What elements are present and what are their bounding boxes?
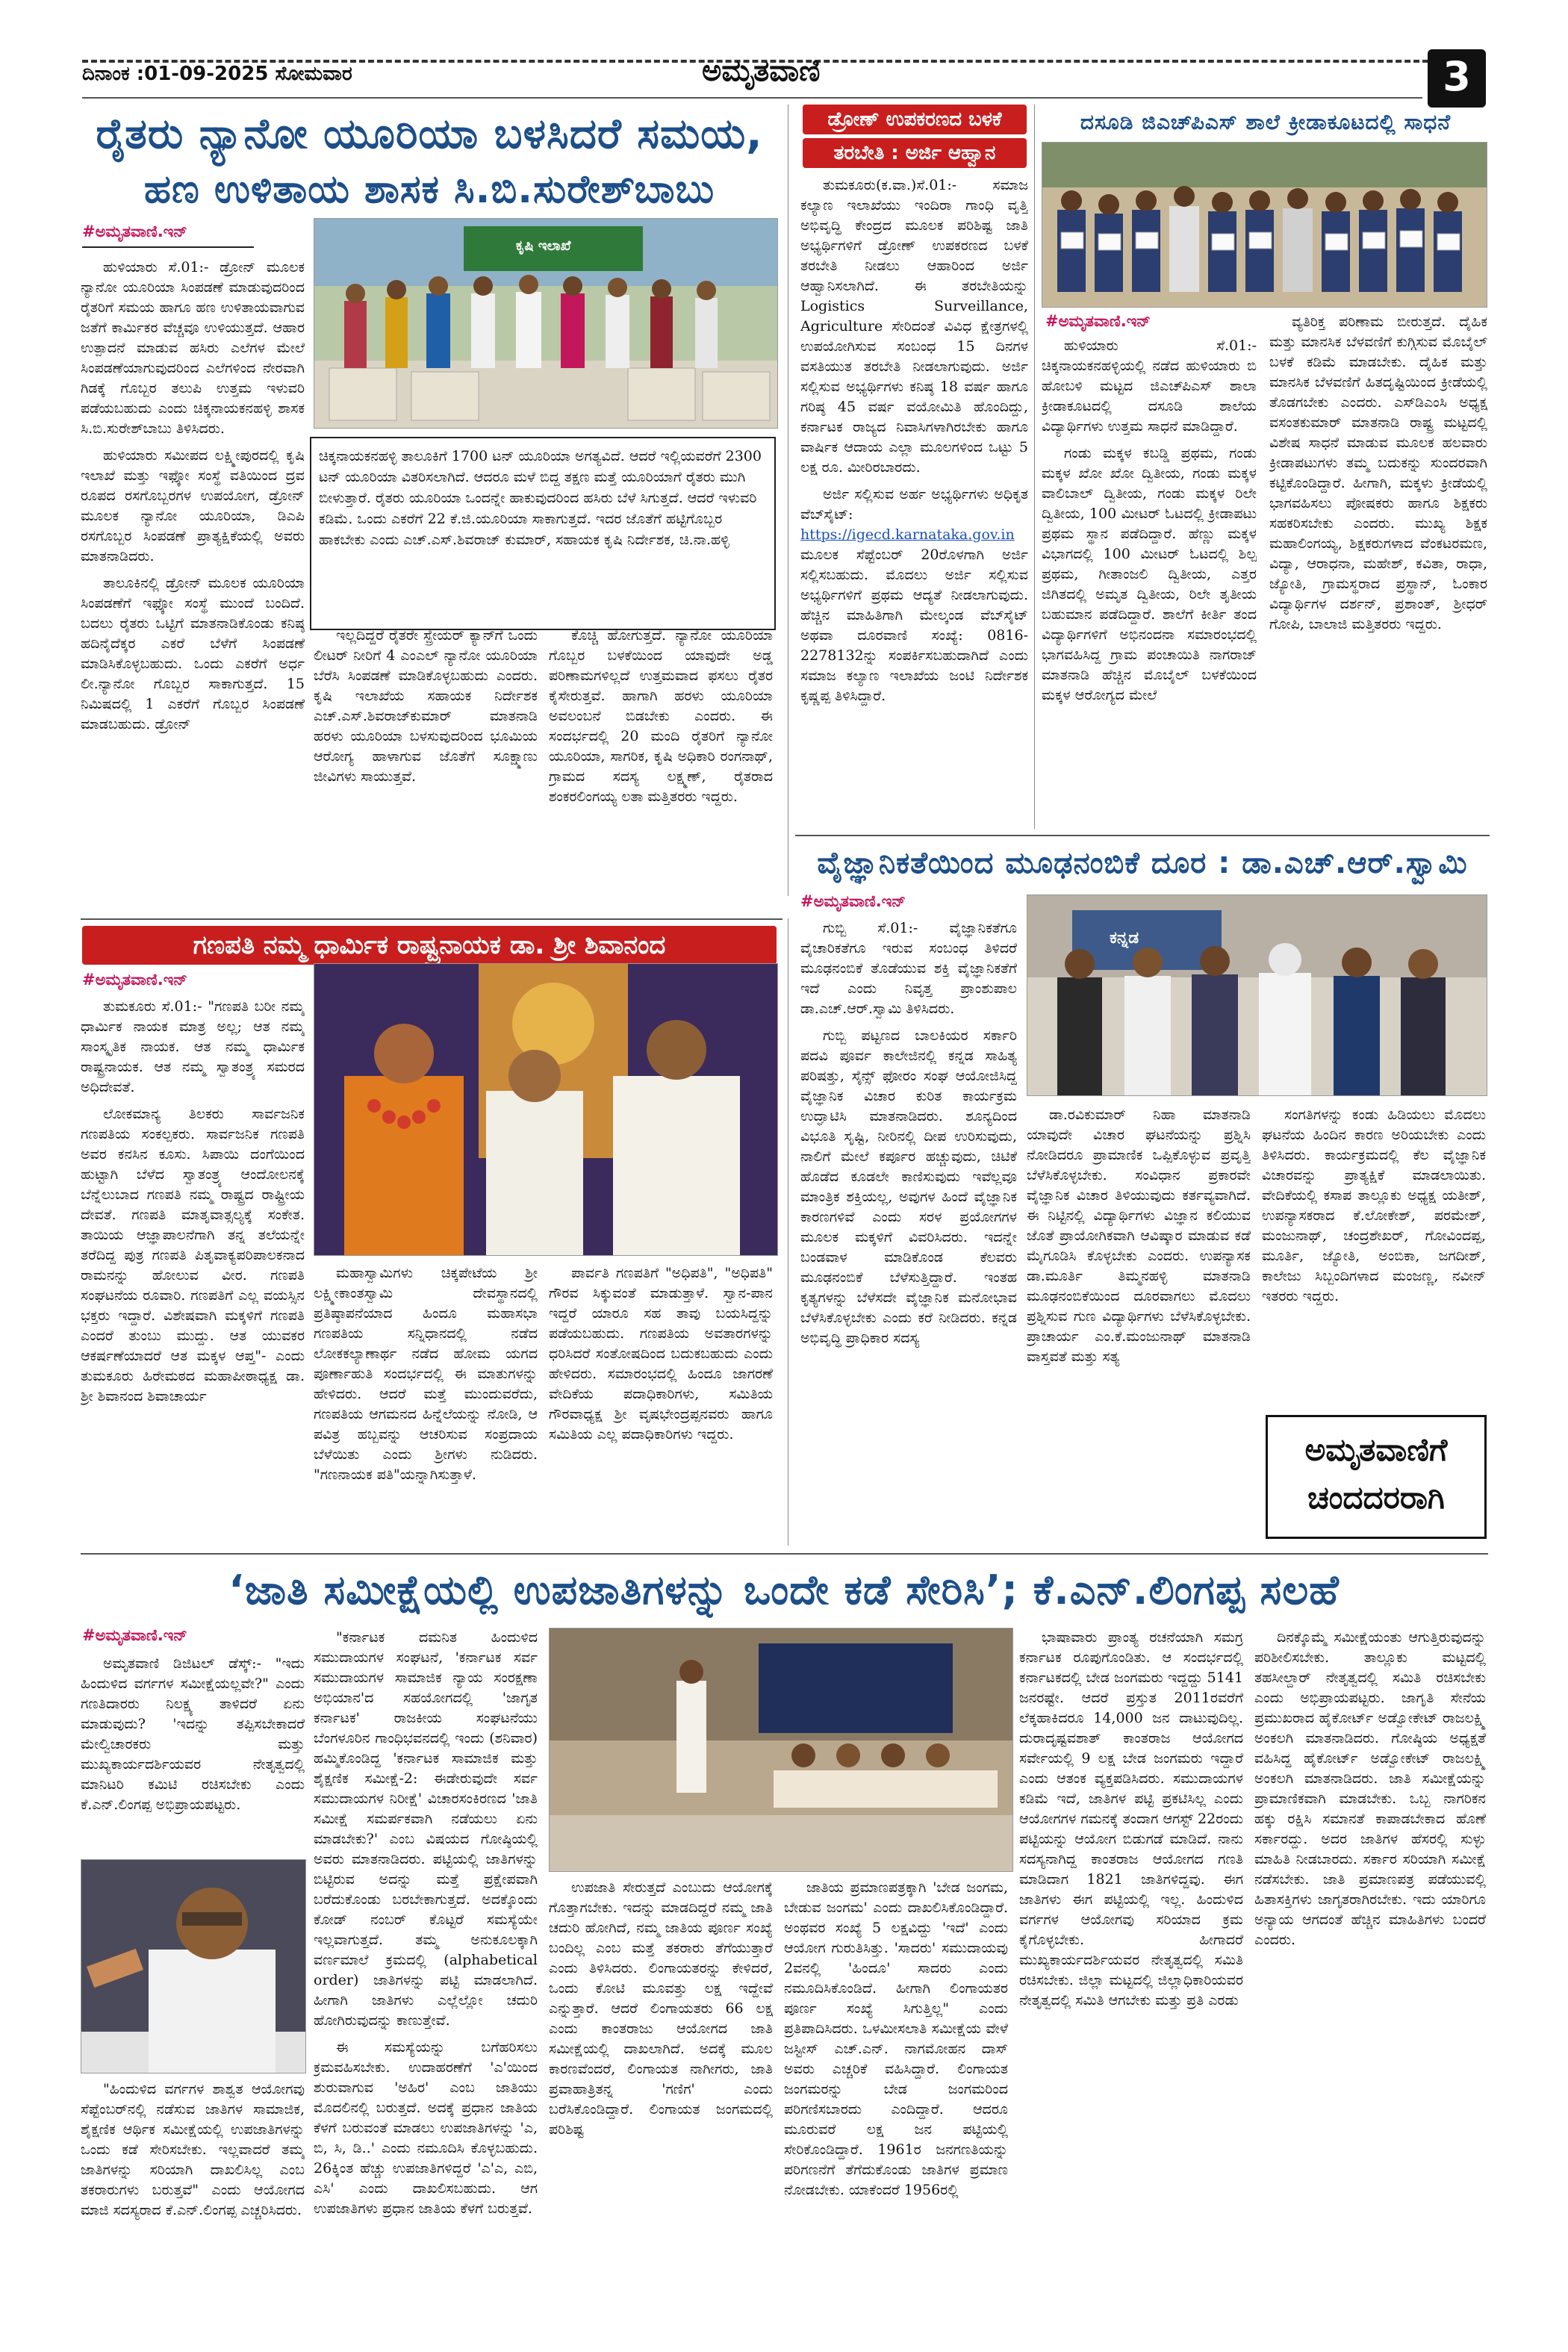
story2-link[interactable]: https://igecd.karnataka.gov.in <box>800 526 1015 543</box>
story1-col2 <box>314 626 538 917</box>
story6-para1: ಅಮೃತವಾಣಿ ಡಿಜಿಟಲ್ ಡೆಸ್ಕ್:- "ಇದು ಹಿಂದುಳಿದ ವರ್ಗಗಳ ಸಮೀಕ್ಷೆಯಲ್ಲವೇ?" ಎಂದು ಗಣತಿದಾರರು ನಿಲಕ್ಷ್ಯ ತಾಳಿದರೆ ಏನು ಮಾಡುವುದು? 'ಇದನ್ನು ತಪ್ಪಿಸಬೇಕಾದರೆ ಮೇಲ್ವಿಚಾರಕರು ಮತ್ತು ಮುಖ್ಯಕಾರ್ಯದರ್ಶಿಯವರ ನೇತೃತ್ವದಲ್ಲಿ ಮಾನಿಟರಿ ಕಮಿಟಿ ರಚಿಸಬೇಕು ಎಂದು ಕೆ.ಎನ್.ಲಿಂಗಪ್ಪ ಅಭಿಪ್ರಾಯಪಟ್ಟರು. <box>81 1655 305 1813</box>
story6-para6: ಜಾತಿಯ ಪ್ರಮಾಣಪತ್ರಕ್ಕಾಗಿ 'ಬೇಡ ಜಂಗಮ, ಬೇಡುವ ಜಂಗಮ' ಎಂದು ದಾಖಲಿಸಿಕೊಂಡಿದ್ದಾರೆ. ಅಂಥವರ ಸಂಖ್ಯೆ 5 ಲಕ್ಷವಿದ್ದು 'ಇದೆ' ಎಂದು ಆಯೋಗ ಗುರುತಿಸಿತ್ತು. 'ಸಾದರು' ಸಮುದಾಯವು 2ವನಲ್ಲಿ 'ಹಿಂದೂ' ಸಾದರು ಎಂದು ನಮೂದಿಸಿಕೊಂಡಿದೆ. ಹೀಗಾಗಿ ಲಿಂಗಾಯತರ ಪೂರ್ಣ ಸಂಖ್ಯೆ ಸಿಗುತ್ತಿಲ್ಲ" ಎಂದು ಪ್ರತಿಪಾದಿಸಿದರು. ಒಳಮೀಸಲಾತಿ ಸಮೀಕ್ಷೆಯ ವೇಳೆ ಜಸ್ಟೀಸ್ ಎಚ್.ಎನ್. ನಾಗಮೋಹನ ದಾಸ್ ಅವರು ಎಚ್ಚರಿಕೆ ವಹಿಸಿದ್ದಾರೆ. ಲಿಂಗಾಯತ ಜಂಗಮರನ್ನು ಬೇಡ ಜಂಗಮರಿಂದ ಪರಿಗಣಿಸಬಾರದು ಎಂದಿದ್ದಾರೆ. ಆದರೂ ಮೂರುವರೆ ಲಕ್ಷ ಜನ ಪಟ್ಟಿಯಲ್ಲಿ ಸೇರಿಕೊಂಡಿದ್ದಾರೆ. 1961ರ ಜನಗಣತಿಯನ್ನು ಪರಿಗಣನೆಗೆ ತೆಗೆದುಕೊಂಡು ಜಾತಿಗಳ ಪ್ರಮಾಣ ನೋಡಬೇಕು. ಯಾಕೆಂದರೆ 1956ರಲ್ಲಿ <box>784 1879 1008 2198</box>
story2-para2a: ಅರ್ಜಿ ಸಲ್ಲಿಸುವ ಅರ್ಹ ಅಭ್ಯರ್ಥಿಗಳು ಅಧಿಕೃತ ವೆಬ್‍ಸೈಟ್: <box>800 486 1028 523</box>
story6-para2: "ಹಿಂದುಳಿದ ವರ್ಗಗಳ ಶಾಶ್ವತ ಆಯೋಗವು ಸೆಪ್ಟೆಂಬರ್‌ನಲ್ಲಿ ನಡೆಸುವ ಜಾತಿಗಳ ಸಾಮಾಜಿಕ, ಶೈಕ್ಷಣಿಕ ಆರ್ಥಿಕ ಸಮೀಕ್ಷೆಯಲ್ಲಿ ಉಪಜಾತಿಗಳನ್ನು ಒಂದು ಕಡೆ ಸೇರಿಸಬೇಕು. ಇಲ್ಲವಾದರೆ ತಮ್ಮ ಜಾತಿಗಳನ್ನು ಸರಿಯಾಗಿ ದಾಖಲಿಸಿಲ್ಲ ಎಂಬ ತಕರಾರುಗಳು ಬರುತ್ತವೆ" ಎಂದು ಆಯೋಗದ ಮಾಜಿ ಸದಸ್ಯರಾದ ಕೆ.ಎನ್.ಲಿಂಗಪ್ಪ ಎಚ್ಚರಿಸಿದರು. <box>81 2081 305 2218</box>
story6-headline: ‘ಜಾತಿ ಸಮೀಕ್ಷೆಯಲ್ಲಿ ಉಪಜಾತಿಗಳನ್ನು ಒಂದೇ ಕಡೆ ಸೇರಿಸಿ’; ಕೆ.ಎನ್.ಲಿಂಗಪ್ಪ ಸಲಹೆ <box>228 1567 1340 1614</box>
story6-col3 <box>549 1878 773 2326</box>
story4-col2 <box>314 1263 538 1540</box>
story5-photo-banner: ಕನ್ನಡ <box>1110 929 1139 948</box>
story3-para3: ವ್ಯತಿರಿಕ್ತ ಪರಿಣಾಮ ಬೀರುತ್ತದೆ. ದೈಹಿಕ ಮತ್ತು ಮಾನಸಿಕ ಬೆಳವಣಿಗೆ ಕುಗ್ಗಿಸುವ ಮೊಬೈಲ್ ಬಳಕೆ ಕಡಿಮೆ ಮಾಡಬೇಕು. ದೈಹಿಕ ಮತ್ತು ಮಾನಸಿಕ ಬೆಳವಣಿಗೆ ಹಿತದೃಷ್ಟಿಯಿಂದ ಕ್ರೀಡೆಯಲ್ಲಿ ತೊಡಗಬೇಕು ಎಂದರು. ಎಸ್‍ಡಿಎಂಸಿ ಅಧ್ಯಕ್ಷ ವಸಂತಕುಮಾರ್ ಮಾತನಾಡಿ ರಾಷ್ಟ್ರ ಮಟ್ಟದಲ್ಲಿ ವಿಶೇಷ ಸಾಧನೆ ಮಾಡುವ ಮೂಲಕ ಹಲವಾರು ಕ್ರೀಡಾಪಟುಗಳು ತಮ್ಮ ಬದುಕನ್ನು ಸುಂದರವಾಗಿ ಕಟ್ಟಿಕೊಂಡಿದ್ದಾರೆ. ಹೀಗಾಗಿ, ಮಕ್ಕಳು ಕ್ರೀಡೆಯಲ್ಲಿ ಭಾಗವಹಿಸಲು ಪೋಷಕರು ಹಾಗೂ ಶಿಕ್ಷಕರು ಸಹಕರಿಸಬೇಕು ಎಂದರು. ಮುಖ್ಯ ಶಿಕ್ಷಕ ಮಹಾಲಿಂಗಯ್ಯ, ಶಿಕ್ಷಕರುಗಳಾದ ವೆಂಕಟರಮಣ, ವಿದ್ಯಾ, ಆರಾಧನಾ, ಮಹೇಶ್, ಕವಿತಾ, ರಾಧಾ, ಜ್ಯೋತಿ, ಗ್ರಾಮಸ್ಥರಾದ ಪ್ರಸ್ಥಾನ್, ಓಂಕಾರ ವಿದ್ಯಾರ್ಥಿಗಳ ದರ್ಶನ್, ಪ್ರಶಾಂತ್, ಶ್ರೀಧರ್ ಗೋಪಿ, ಬಾಲಾಜಿ ಮತ್ತಿತರರು ಇದ್ದರು. <box>1269 314 1487 632</box>
story1-tag-rule <box>82 246 254 248</box>
story5-para3: ಡಾ.ರವಿಕುಮಾರ್ ನಿಹಾ ಮಾತನಾಡಿ ಯಾವುದೇ ವಿಚಾರ ಘಟನೆಯನ್ನು ಪ್ರಶ್ನಿಸಿ ನೋಡಿದರೂ ಪ್ರಾಮಾಣಿಕ ಒಪ್ಪಿಕೊಳ್ಳುವ ಪ್ರವೃತ್ತಿ ಬೆಳೆಸಿಕೊಳ್ಳಬೇಕು. ಸಂವಿಧಾನ ಪ್ರಕಾರವೇ ವೈಜ್ಞಾನಿಕ ವಿಚಾರ ತಿಳಿಯುವುದು ಕರ್ತವ್ಯವಾಗಿದೆ. ಈ ನಿಟ್ಟಿನಲ್ಲಿ ವಿದ್ಯಾರ್ಥಿಗಳು ವಿಜ್ಞಾನ ಕಲಿಯುವ ಜೊತೆ ಪ್ರಾಯೋಗಿಕವಾಗಿ ಆವಿಷ್ಕಾರ ಮಾಡುವ ಕಡೆ ಮೈಗೂಡಿಸಿ ಕೊಳ್ಳಬೇಕು ಎಂದರು. ಉಪನ್ಯಾಸಕ ಡಾ.ಮೂರ್ತಿ ತಿಮ್ಮನಹಳ್ಳಿ ಮಾತನಾಡಿ ಮೂಢನಂಬಿಕೆಯಿಂದ ದೂರವಾಗಲು ಮೊದಲು ಪ್ರಶ್ನಿಸುವ ಗುಣ ವಿದ್ಯಾರ್ಥಿಗಳು ಬೆಳೆಸಿಕೊಳ್ಳಬೇಕು. ಪ್ರಾಚಾರ್ಯ ಎಂ.ಕೆ.ಮಂಜುನಾಥ್ ಮಾತನಾಡಿ ವಾಸ್ತವತೆ ಮತ್ತು ಸತ್ಯ <box>1027 1107 1251 1365</box>
story1-col3 <box>549 626 773 917</box>
story1-boxed-quote: ಚಿಕ್ಕನಾಯಕನಹಳ್ಳಿ ತಾಲೂಕಿಗೆ 1700 ಟನ್ ಯೂರಿಯಾ ಅಗತ್ಯವಿದೆ. ಆದರೆ ಇಲ್ಲಿಯವರೆಗೆ 2300 ಟನ್ ಯೂರಿಯಾ ವಿತರಿಸಲಾಗಿದೆ. ಆದರೂ ಮಳೆ ಬಿದ್ದ ತಕ್ಷಣ ಮತ್ತೆ ಯೂರಿಯಾಗೆ ರೈತರು ಮುಗಿ ಬೀಳುತ್ತಾರೆ. ರೈತರು ಯೂರಿಯಾ ಒಂದನ್ನೇ ಹಾಕುವುದರಿಂದ ಹಸಿರು ಬೆಳೆ ಸಿಗುತ್ತದೆ. ಆದರೆ ಇಳುವರಿ ಕಡಿಮೆ. ಒಂದು ಎಕರೆಗೆ 22 ಕೆ.ಜಿ.ಯೂರಿಯಾ ಸಾಕಾಗುತ್ತದೆ. ಇದರ ಜೊತೆಗೆ ಹಟ್ಟಿಗೊಬ್ಬರ ಹಾಕಬೇಕು ಎಂದು ಎಚ್.ಎಸ್.ಶಿವರಾಜ್ ಕುಮಾರ್, ಸಹಾಯಕ ಕೃಷಿ ನಿರ್ದೇಶಕ, ಚಿ.ನಾ.ಹಳ್ಳಿ <box>310 437 776 630</box>
story3-photo <box>1042 142 1487 308</box>
story4-photo <box>314 963 778 1256</box>
story4-para2: ಲೋಕಮಾನ್ಯ ತಿಲಕರು ಸಾರ್ವಜನಿಕ ಗಣಪತಿಯ ಸಂಕಲ್ಪಕರು. ಸಾರ್ವಜನಿಕ ಗಣಪತಿ ಅವರ ಕನಸಿನ ಕೂಸು. ಸಿಪಾಯಿ ದಂಗೆಯಿಂದ ಹುಟ್ಟಾಗಿ ಬೆಳೆದ ಸ್ವಾತಂತ್ರ್ಯ ಆಂದೋಲನಕ್ಕೆ ಬೆನ್ನೆಲುಬಾದ ಗಣಪತಿ ನಮ್ಮ ರಾಷ್ಟ್ರದ ರಾಷ್ಟ್ರೀಯ ದೇವತೆ. ಗಣಪತಿ ಮಾತೃವಾತ್ಸಲ್ಯಕ್ಕೆ ಸಂಕೇತ. ತಾಯಿಯ ಆಜ್ಞಾಪಾಲನೆಗಾಗಿ ತನ್ನ ತಲೆಯನ್ನೇ ತರೆದಿದ್ದ ಪುತ್ರ ಗಣಪತಿ ಪಿತೃವಾಕ್ಯಪರಿಪಾಲಕನಾದ ರಾಮನನ್ನು ಹೋಲುವ ವೀರ. ಗಣಪತಿ ಸಂಘಟನೆಯ ರೂವಾರಿ. ಗಣಪತಿಗೆ ಎಲ್ಲ ವಯಸ್ಸಿನ ಭಕ್ತರು ಇದ್ದಾರೆ. ವಿಶೇಷವಾಗಿ ಮಕ್ಕಳಿಗೆ ಗಣಪತಿ ಎಂದರೆ ತುಂಬು ಮುದ್ದು. ಆತ ಯುವಕರ ಆಕರ್ಷಣೆಯಾದರೆ ಆತ ಮಕ್ಕಳ ಆಪ್ತ"- ಎಂದು ತುಮಕೂರು ಹಿರೇಮಠದ ಮಹಾಪೀಠಾಧ್ಯಕ್ಷ ಡಾ. ಶ್ರೀ ಶಿವಾನಂದ ಶಿವಾಚಾರ್ಯ <box>81 1106 305 1404</box>
story5-top-rule <box>795 835 1490 836</box>
story2-para2b: ಮೂಲಕ ಸೆಪ್ಟೆಂಬರ್ 20ರೊಳಗಾಗಿ ಅರ್ಜಿ ಸಲ್ಲಿಸಬಹುದು. ಮೊದಲು ಅರ್ಜಿ ಸಲ್ಲಿಸುವ ಅಭ್ಯರ್ಥಿಗಳಿಗೆ ಪ್ರಥಮ ಆದ್ಯತೆ ನೀಡಲಾಗುವುದು. ಹೆಚ್ಚಿನ ಮಾಹಿತಿಗಾಗಿ ಮೇಲ್ಕಂಡ ವೆಬ್‍ಸೈಟ್ ಅಥವಾ ದೂರವಾಣಿ ಸಂಖ್ಯೆ: 0816-2278132ನ್ನು ಸಂಪರ್ಕಿಸಬಹುದಾಗಿದೆ ಎಂದು ಸಮಾಜ ಕಲ್ಯಾಣ ಇಲಾಖೆಯ ಜಂಟಿ ನಿರ್ದೇಶಕ ಕೃಷ್ಣಪ್ಪ ತಿಳಿಸಿದ್ದಾರೆ. <box>800 547 1028 704</box>
story6-event-photo <box>549 1628 1013 1872</box>
story6-col4 <box>784 1878 1008 2326</box>
issue-date: ದಿನಾಂಕ :01-09-2025 ಸೋಮವಾರ <box>82 63 352 85</box>
subscribe-promo-box[interactable] <box>1266 1415 1487 1539</box>
story4-para3: ಮಹಾಸ್ವಾಮಿಗಳು ಚಿಕ್ಕಪೇಟೆಯ ಶ್ರೀ ಲಕ್ಷ್ಮೀಕಾಂತಸ್ವಾಮಿ ದೇವಸ್ಥಾನದಲ್ಲಿ ಪ್ರತಿಷ್ಠಾಪನೆಯಾದ ಹಿಂದೂ ಮಹಾಸಭಾ ಗಣಪತಿಯ ಸನ್ನಿಧಾನದಲ್ಲಿ ನಡೆದ ಲೋಕಕಲ್ಯಾಣಾರ್ಥ ನಡೆದ ಹೋಮ ಯಗದ ಪೂರ್ಣಾಹುತಿ ಸಂದರ್ಭದಲ್ಲಿ ಈ ಮಾತುಗಳನ್ನು ಹೇಳಿದರು. ಆದರೆ ಮತ್ತೆ ಮುಂದುವರೆದು, ಗಣಪತಿಯ ಆಗಮನದ ಹಿನ್ನೆಲೆಯನ್ನು ನೋಡಿ, ಆ ಪವಿತ್ರ ಹಬ್ಬವನ್ನು ಆಚರಿಸುವ ಸಂಪ್ರದಾಯ ಬೆಳೆಯಿತು ಎಂದು ಶ್ರೀಗಳು ನುಡಿದರು. "ಗಣನಾಯಕ ಪತಿ"ಯನ್ನಾಗಿಸುತ್ತಾಳೆ. <box>314 1265 538 1483</box>
story2-headline-line2: ತರಬೇತಿ : ಅರ್ಜಿ ಆಹ್ವಾನ <box>803 138 1027 168</box>
story1-col1 <box>81 258 305 911</box>
story6-col2 <box>314 1628 538 2326</box>
story3-col2 <box>1269 312 1487 820</box>
story6-top-rule <box>81 1553 1488 1555</box>
story3-headline: ದಸೂಡಿ ಜಿಎಚ್‍ಪಿಎಸ್ ಶಾಲೆ ಕ್ರೀಡಾಕೂಟದಲ್ಲಿ ಸಾಧನೆ <box>1080 110 1452 134</box>
story4-para1: ತುಮಕೂರು ಸೆ.01:- "ಗಣಪತಿ ಬರೀ ನಮ್ಮ ಧಾರ್ಮಿಕ ನಾಯಕ ಮಾತ್ರ ಅಲ್ಲ; ಆತ ನಮ್ಮ ಸಾಂಸ್ಕೃತಿಕ ನಾಯಕ. ಆತ ನಮ್ಮ ಧಾರ್ಮಿಕ ರಾಷ್ಟ್ರನಾಯಕ. ಆತ ನಮ್ಮ ಸ್ವಾತಂತ್ರ್ಯ ಸಮರದ ಅಧಿದೇವತೆ. <box>81 998 305 1095</box>
story1-headline-line2: ಹಣ ಉಳಿತಾಯ ಶಾಸಕ ಸಿ.ಬಿ.ಸುರೇಶ್‍ಬಾಬು <box>143 167 715 212</box>
story5-col2 <box>1027 1105 1251 1546</box>
story1-para4: ಇಲ್ಲದಿದ್ದರೆ ರೈತರೇ ಸ್ಪ್ರೇಯರ್ ಕ್ಯಾನ್‍ಗೆ ಒಂದು ಲೀಟರ್ ನೀರಿಗೆ 4 ಎಂಎಲ್ ನ್ಯಾನೋ ಯೂರಿಯಾ ಬೆರೆಸಿ ಸಿಂಪಡಣೆ ಮಾಡಿಕೊಳ್ಳಬಹುದು ಎಂದರು. ಕೃಷಿ ಇಲಾಖೆಯ ಸಹಾಯಕ ನಿರ್ದೇಶಕ ಎಚ್.ಎಸ್.ಶಿವರಾಜ್‍ಕುಮಾರ್ ಮಾತನಾಡಿ ಹರಳು ಯೂರಿಯಾ ಬಳಸುವುದರಿಂದ ಭೂಮಿಯ ಆರೋಗ್ಯ ಹಾಳಾಗುವ ಜೊತೆಗೆ ಸೂಕ್ಷ್ಮಾಣು ಜೀವಿಗಳು ಸಾಯುತ್ತವೆ. <box>314 627 538 785</box>
story5-para4: ಸಂಗತಿಗಳನ್ನು ಕಂಡು ಹಿಡಿಯಲು ಮೊದಲು ಘಟನೆಯ ಹಿಂದಿನ ಕಾರಣ ಅರಿಯಬೇಕು ಎಂದು ತಿಳಿಸಿದರು. ಕಾರ್ಯಕ್ರಮದಲ್ಲಿ ಕೆಲ ವೈಜ್ಞಾನಿಕ ವಿಚಾರವನ್ನು ಪ್ರಾತ್ಯಕ್ಷಿಕೆ ಮಾಡಲಾಯಿತು. ವೇದಿಕೆಯಲ್ಲಿ ಕಸಾಪ ತಾಲ್ಲೂಕು ಅಧ್ಯಕ್ಷ ಯತೀಶ್, ಉಪನ್ಯಾಸಕರಾದ ಕೆ.ಲೋಕೇಶ್, ಪರಮೇಶ್, ಮಂಜುನಾಥ್, ಚಂದ್ರಶೇಖರ್, ಗೋವಿಂದಪ್ಪ, ಮೂರ್ತಿ, ಜ್ಯೋತಿ, ಅಂಬಿಕಾ, ಜಗದೀಶ್, ಕಾಲೇಜು ಸಿಬ್ಬಂದಿಗಳಾದ ಮಂಜಣ್ಣ, ನವೀನ್ ಇತರರು ಇದ್ದರು. <box>1262 1107 1486 1304</box>
story5-para1: ಗುಬ್ಬಿ ಸೆ.01:- ವೈಜ್ಞಾನಿಕತೆಗೂ ವೈಚಾರಿಕತೆಗೂ ಇರುವ ಸಂಬಂಧ ತಿಳಿದರೆ ಮೂಢನಂಬಿಕೆ ತೊಡೆಯುವ ಶಕ್ತಿ ವೈಜ್ಞಾನಿಕತೆಗೆ ಇದೆ ಎಂದು ನಿವೃತ್ತ ಪ್ರಾಂಶುಪಾಲ ಡಾ.ಎಚ್.ಆರ್.ಸ್ವಾಮಿ ತಿಳಿಸಿದರು. <box>800 920 1017 1017</box>
story6-speaker-photo <box>81 1859 306 2073</box>
story1-para3: ತಾಲೂಕಿನಲ್ಲಿ ಡ್ರೋನ್ ಮೂಲಕ ಯೂರಿಯಾ ಸಿಂಪಡಣೆಗೆ ಇಫ್ಕೋ ಸಂಸ್ಥೆ ಮುಂದೆ ಬಂದಿದೆ. ಬದಲು ರೈತರು ಒಟ್ಟಿಗೆ ಮಾತನಾಡಿಕೊಂಡು ಕನಿಷ್ಠ ಹದಿನೈದೆಕ್ಕರ ಎಕರೆ ಬೆಳೆಗೆ ಸಿಂಪಡಣೆ ಮಾಡಿಸಿಕೊಳ್ಳಬಹುದು. ಒಂದು ಎಕರೆಗೆ ಅರ್ಧ ಲೀ.ನ್ಯಾನೋ ಗೊಬ್ಬರ ಸಾಕಾಗುತ್ತದೆ. 15 ನಿಮಿಷದಲ್ಲಿ 1 ಎಕರೆಗೆ ಗೊಬ್ಬರ ಸಿಂಪಡಣೆ ಮಾಡಬಹುದು. ಡ್ರೋನ್ <box>81 575 305 732</box>
story1-para5: ಕೊಚ್ಚಿ ಹೋಗುತ್ತದೆ. ನ್ಯಾನೋ ಯೂರಿಯಾ ಗೊಬ್ಬರ ಬಳಕೆಯಿಂದ ಯಾವುದೇ ಅಡ್ಡ ಪರಿಣಾಮಗಳಿಲ್ಲದೆ ಉತ್ತಮವಾದ ಫಸಲು ರೈತರ ಕೈಸೇರುತ್ತವೆ. ಹಾಗಾಗಿ ಹರಳು ಯೂರಿಯಾ ಅವಲಂಬನೆ ಬಿಡಬೇಕು ಎಂದರು. ಈ ಸಂದರ್ಭದಲ್ಲಿ 20 ಮಂದಿ ರೈತರಿಗೆ ನ್ಯಾನೋ ಯೂರಿಯಾ, ಸಾಗರಿಕ, ಕೃಷಿ ಅಧಿಕಾರಿ ರಂಗನಾಥ್, ಗ್ರಾಮದ ಸದಸ್ಯ ಲಕ್ಷ್ಮಣ್, ರೈತರಾದ ಶಂಕರಲಿಂಗಯ್ಯ ಲತಾ ಮತ್ತಿತರರು ಇದ್ದರು. <box>549 627 773 805</box>
story6-col1-top <box>81 1654 305 1854</box>
story5-para2: ಗುಬ್ಬಿ ಪಟ್ಟಣದ ಬಾಲಕಿಯರ ಸರ್ಕಾರಿ ಪದವಿ ಪೂರ್ವ ಕಾಲೇಜಿನಲ್ಲಿ ಕನ್ನಡ ಸಾಹಿತ್ಯ ಪರಿಷತ್ತು, ಸೈನ್ಸ್ ಫೋರಂ ಸಂಘ ಆಯೋಜಿಸಿದ್ದ ವೈಜ್ಞಾನಿಕ ವಿಚಾರ ಕುರಿತ ಕಾರ್ಯಕ್ರಮ ಉದ್ಘಾಟಿಸಿ ಮಾತನಾಡಿದರು. ಶೂನ್ಯದಿಂದ ವಿಭೂತಿ ಸೃಷ್ಟಿ, ನೀರಿನಲ್ಲಿ ದೀಪ ಉರಿಸುವುದು, ನಾಲಿಗೆ ಮೇಲೆ ಕರ್ಪೂರ ಹಚ್ಚುವುದು, ಚಿಟಿಕೆ ಹೊಡೆದ ಕೂಡಲೇ ಕಾಣಿಸುವುದು ಇವೆಲ್ಲವೂ ಮಾಂತ್ರಿಕ ಶಕ್ತಿಯಲ್ಲ, ಅವುಗಳ ಹಿಂದೆ ವೈಜ್ಞಾನಿಕ ಕಾರಣಗಳಿವೆ ಎಂದು ಸರಳ ಪ್ರಯೋಗಗಳ ಮೂಲಕ ಮಕ್ಕಳಿಗೆ ವಿವರಿಸಿದರು. ಇದನ್ನೇ ಬಂಡವಾಳ ಮಾಡಿಕೊಂಡ ಕೆಲವರು ಮೂಢನಂಬಿಕೆ ಬೆಳೆಸುತ್ತಿದ್ದಾರೆ. ಇಂತಹ ಕೃತ್ಯಗಳನ್ನು ಬೆಳೆಸದೇ ವೈಜ್ಞಾನಿಕ ಮನೋಭಾವ ಬೆಳೆಸಿಕೊಳ್ಳಬೇಕು ಎಂದು ಕರೆ ನೀಡಿದರು. ಕನ್ನಡ ಅಭಿವೃದ್ಧಿ ಪ್ರಾಧಿಕಾರ ಸದಸ್ಯ <box>800 1027 1017 1346</box>
story6-para4: ಈ ಸಮಸ್ಯೆಯನ್ನು ಬಗೆಹರಿಸಲು ಕ್ರಮವಹಿಸಬೇಕು. ಉದಾಹರಣೆಗೆ 'ಎ'ಯಿಂದ ಶುರುವಾಗುವ 'ಅಹಿರ' ಎಂಬ ಜಾತಿಯು ಮೊದಲಿನಲ್ಲಿ ಬರುತ್ತದೆ. ಅದಕ್ಕೆ ಪ್ರಧಾನ ಜಾತಿಯ ಕೆಳಗೆ ಬರುವಂತೆ ಮಾಡಲು ಉಪಜಾತಿಗಳನ್ನು 'ಎ, ಬಿ, ಸಿ, ಡಿ..' ಎಂದು ನಮೂದಿಸಿ ಕೊಳ್ಳಬಹುದು. 26ಕ್ಕಿಂತ ಹೆಚ್ಚು ಉಪಜಾತಿಗಳಿದ್ದರೆ 'ಎ'ಎ, ಎಬಿ, ಎಸಿ' ಎಂದು ದಾಖಲಿಸಬಹುದು. ಆಗ ಉಪಜಾತಿಗಳು ಪ್ರಧಾನ ಜಾತಿಯ ಕೆಳಗೆ ಬರುತ್ತವೆ. <box>314 2039 538 2217</box>
story4-col1 <box>81 997 305 1534</box>
story6-para7: ಭಾಷಾವಾರು ಪ್ರಾಂತ್ಯ ರಚನೆಯಾಗಿ ಸಮಗ್ರ ಕರ್ನಾಟಕ ರೂಪುಗೊಂಡಿತು. ಆ ಸಂದರ್ಭದಲ್ಲಿ ಕರ್ನಾಟಕದಲ್ಲಿ ಬೇಡ ಜಂಗಮರು ಇದ್ದದ್ದು 5141 ಜನರಷ್ಟೇ. ಆದರೆ ಪ್ರಸ್ತುತ 2011ರವರೆಗೆ ಲೆಕ್ಕಹಾಕಿದರೂ 14,000 ಜನ ದಾಟುವುದಿಲ್ಲ. ದುರಾದೃಷ್ಟವಶಾತ್ ಕಾಂತರಾಜ ಆಯೋಗದ ಸರ್ವೇಯಲ್ಲಿ 9 ಲಕ್ಷ ಬೇಡ ಜಂಗಮರು ಇದ್ದಾರೆ ಎಂದು ಆತಂಕ ವ್ಯಕ್ತಪಡಿಸಿದರು. ಸಮುದಾಯಗಳ ಕಡಿಮೆ ಇದೆ, ಜಾತಿಗಳ ಪಟ್ಟಿ ಪ್ರಕಟಿಸಿಲ್ಲ ಎಂದು ಆಯೋಗಗಳ ಗಮನಕ್ಕೆ ತಂದಾಗ ಆಗಸ್ಟ್ 22ರಂದು ಪಟ್ಟಿಯನ್ನು ಆಯೋಗ ಬಿಡುಗಡೆ ಮಾಡಿದೆ. ನಾನು ಸದಸ್ಯನಾಗಿದ್ದ ಕಾಂತರಾಜ ಆಯೋಗದ ಗಣತಿ ಮಾಡಿದಾಗ 1821 ಜಾತಿಗಳಿದ್ದವು. ಈಗ ಜಾತಿಗಳು ಈಗ ಪಟ್ಟಿಯಲ್ಲಿ ಇಲ್ಲ. ಹಿಂದುಳಿದ ವರ್ಗಗಳ ಆಯೋಗವು ಸರಿಯಾದ ಕ್ರಮ ಕೈಗೊಳ್ಳಬೇಕು. ಹೀಗಾದರೆ ಮುಖ್ಯಕಾರ್ಯದರ್ಶಿಯವರ ನೇತೃತ್ವದಲ್ಲಿ ಸಮಿತಿ ರಚಿಸಬೇಕು. ಜಿಲ್ಲಾ ಮಟ್ಟದಲ್ಲಿ ಜಿಲ್ಲಾಧಿಕಾರಿಯವರ ನೇತೃತ್ವದಲ್ಲಿ ಸಮಿತಿ ಆಗಬೇಕು ಮತ್ತು ಪ್ರತಿ ಎರಡು <box>1019 1629 1243 2009</box>
story5-headline: ವೈಜ್ಞಾನಿಕತೆಯಿಂದ ಮೂಢನಂಬಿಕೆ ದೂರ : ಡಾ.ಎಚ್.ಆರ್.ಸ್ವಾಮಿ <box>817 846 1468 880</box>
col-rule-2 <box>1034 105 1035 829</box>
story6-para5: ಉಪಜಾತಿ ಸೇರುತ್ತದೆ ಎಂಬುದು ಆಯೋಗಕ್ಕೆ ಗೊತ್ತಾಗಬೇಕು. ಇದನ್ನು ಮಾಡದಿದ್ದರೆ ನಮ್ಮ ಜಾತಿ ಚದುರಿ ಹೋಗಿದೆ, ನಮ್ಮ ಜಾತಿಯ ಪೂರ್ಣ ಸಂಖ್ಯೆ ಬಂದಿಲ್ಲ ಎಂಬ ಮತ್ತೆ ತಕರಾರು ತೆಗೆಯುತ್ತಾರೆ ಎಂದು ತಿಳಿಸಿದರು. ಲಿಂಗಾಯತರನ್ನು ಕೇಳಿದರೆ, ಒಂದು ಕೋಟಿ ಮೂವತ್ತು ಲಕ್ಷ ಇದ್ದೇವೆ ಎನ್ನುತ್ತಾರೆ. ಆದರೆ ಲಿಂಗಾಯತರು 66 ಲಕ್ಷ ಎಂದು ಕಾಂತರಾಜು ಆಯೋಗದ ಜಾತಿ ಸಮೀಕ್ಷೆಯಲ್ಲಿ ದಾಖಲಾಗಿದೆ. ಅದಕ್ಕೆ ಮೂಲ ಕಾರಣವೆಂದರೆ, ಲಿಂಗಾಯತ ನಾಗೀಗರು, ಜಾತಿ ಪ್ರವಾಹಾತ್ರಿತನ್ನ 'ಗಣಿಗ' ಎಂದು ಬರೆಸಿಕೊಂಡಿದ್ದಾರೆ. ಲಿಂಗಾಯತ ಜಂಗಮದಲ್ಲಿ ಪರಿಶಿಷ್ಟ <box>549 1879 773 2138</box>
story6-col1-bottom <box>81 2079 305 2326</box>
story6-col5 <box>1019 1628 1243 2326</box>
story5-photo <box>1027 895 1487 1096</box>
story2-headline-line1: ಡ್ರೋಣ್ ಉಪಕರಣದ ಬಳಕೆ <box>803 105 1027 134</box>
story1-para1: ಹುಳಿಯಾರು ಸೆ.01:- ಡ್ರೋನ್ ಮೂಲಕ ನ್ಯಾನೋ ಯೂರಿಯಾ ಸಿಂಪಡಣೆ ಮಾಡುವುದರಿಂದ ರೈತರಿಗೆ ಸಮಯ ಹಾಗೂ ಹಣ ಉಳಿತಾಯವಾಗುವ ಜತೆಗೆ ಕಾರ್ಮಿಕರ ವೆಚ್ಚವೂ ಉಳಿಯುತ್ತದೆ. ಆಹಾರ ಉತ್ಪಾದನೆ ಮಾಡುವ ಹಸಿರು ಎಲೆಗಳ ಮೇಲೆ ಸಿಂಪಡಣೆಯಾಗುವುದರಿಂದ ಎಲೆಗಳಿಂದ ನೇರವಾಗಿ ಗಿಡಕ್ಕೆ ಗೊಬ್ಬರ ತಲುಪಿ ಉತ್ತಮ ಇಳುವರಿ ಪಡೆಯಬಹುದು ಎಂದು ಚಿಕ್ಕನಾಯಕನಹಳ್ಳಿ ಶಾಸಕ ಸಿ.ಬಿ.ಸುರೇಶ್‍ಬಾಬು ತಿಳಿಸಿದರು. <box>81 259 305 437</box>
story6-para8: ದಿನಕ್ಕೊಮ್ಮೆ ಸಮೀಕ್ಷೆಯಂತು ಆಗುತ್ತಿರುವುದನ್ನು ಪರಿಶೀಲಿಸಬೇಕು. ತಾಲ್ಲೂಕು ಮಟ್ಟದಲ್ಲಿ ತಹಸೀಲ್ದಾರ್ ನೇತೃತ್ವದಲ್ಲಿ ಸಮಿತಿ ರಚಿಸಬೇಕು ಎಂದು ಅಭಿಪ್ರಾಯಪಟ್ಟರು. ಜಾಗೃತಿ ಸೇನೆಯ ಪ್ರಮುಖರಾದ ಹೈಕೋರ್ಟ್ ಅಡ್ವೋಕೇಟ್ ರಾಜಲಕ್ಷ್ಮಿ ಅಂಕಲಗಿ ಮಾತನಾಡಿದರು. ಗೋಷ್ಠಿಯ ಅಧ್ಯಕ್ಷತೆ ವಹಿಸಿದ್ದ ಹೈಕೋರ್ಟ್ ಅಡ್ವೋಕೇಟ್ ರಾಜಲಕ್ಷ್ಮಿ ಅಂಕಲಗಿ ಮಾತನಾಡಿದರು. ಜಾತಿ ಸಮೀಕ್ಷೆಯನ್ನು ಪ್ರಾಮಾಣಿಕವಾಗಿ ಮಾಡಬೇಕು. ಒಬ್ಬ ನಾಗರಿಕನ ಹಕ್ಕು ರಕ್ಷಿಸಿ ಸಮಾನತೆ ಕಾಪಾಡಬೇಕಾದ ಹೊಣೆ ಸರ್ಕಾರದ್ದು. ಅದರ ಜಾತಿಗಳ ಹೆಸರಲ್ಲಿ ಸುಳ್ಳು ಮಾಹಿತಿ ನೀಡಬಾರದು. ಸರ್ಕಾರ ಸರಿಯಾಗಿ ಸಮೀಕ್ಷೆ ನಡೆಸಬೇಕು. ಜಾತಿ ಪ್ರಮಾಣಪತ್ರ ಪಡೆಯುವಲ್ಲಿ ಹಿತಾಸಕ್ತಿಗಳು ಜಾಗೃತರಾಗಿರಬೇಕು. ಇದು ಯಾರಿಗೂ ಅನ್ಯಾಯ ಆಗದಂತೆ ಹೆಚ್ಚಿನ ಮಾಹಿತಿಗಳು ಬಂದರೆ ಎಂದರು. <box>1254 1629 1486 1948</box>
story3-col1 <box>1042 336 1257 818</box>
story5-col1 <box>800 918 1017 1546</box>
story5-tag: #ಅಮೃತವಾಣಿ.ಇನ್ <box>800 892 906 910</box>
masthead-title: ಅಮೃತವಾಣಿ <box>702 54 821 88</box>
story3-tag: #ಅಮೃತವಾಣಿ.ಇನ್ <box>1045 312 1151 330</box>
story2-para1: ತುಮಕೂರು(ಕ.ವಾ.)ಸೆ.01:- ಸಮಾಜ ಕಲ್ಯಾಣ ಇಲಾಖೆಯು ಇಂದಿರಾ ಗಾಂಧಿ ವೃತ್ತಿ ಅಭಿವೃದ್ಧಿ ಕೇಂದ್ರದ ಮೂಲಕ ಪರಿಶಿಷ್ಟ ಜಾತಿ ಅಭ್ಯರ್ಥಿಗಳಿಗೆ ಡ್ರೋಣ್ ಉಪಕರಣದ ಬಳಕೆ ತರಬೇತಿ ನೀಡಲು ಆಹಾರಿಂದ ಅರ್ಜಿ ಆಹ್ವಾನಿಸಲಾಗಿದೆ. ಈ ತರಬೇತಿಯನ್ನು Logistics Surveillance, Agriculture ಸೇರಿದಂತೆ ವಿವಿಧ ಕ್ಷೇತ್ರಗಳಲ್ಲಿ ಉಪಯೋಗಿಸುವ ಸಂಬಂಧ 15 ದಿನಗಳ ವಸತಿಯುತ ತರಬೇತಿ ನೀಡಲಾಗುವುದು. ಅರ್ಜಿ ಸಲ್ಲಿಸುವ ಅಭ್ಯರ್ಥಿಗಳು ಕನಿಷ್ಠ 18 ವರ್ಷ ಹಾಗೂ ಗರಿಷ್ಠ 45 ವರ್ಷ ವಯೋಮಿತಿ ಹೊಂದಿದ್ದು, ಕರ್ನಾಟಕ ರಾಜ್ಯದ ನಿವಾಸಿಗಳಾಗಿರಬೇಕು ಹಾಗೂ ವಾರ್ಷಿಕ ಆದಾಯ ಎಲ್ಲಾ ಮೂಲಗಳಿಂದ ಒಟ್ಟು 5 ಲಕ್ಷ ರೂ. ಮೀರಿರಬಾರದು. <box>800 177 1028 476</box>
story5-col3 <box>1262 1105 1486 1404</box>
story6-col6 <box>1254 1628 1486 2326</box>
story1-para2: ಹುಳಿಯಾರು ಸಮೀಪದ ಲಕ್ಷ್ಮೀಪುರದಲ್ಲಿ ಕೃಷಿ ಇಲಾಖೆ ಮತ್ತು ಇಫ್ಕೋ ಸಂಸ್ಥೆ ವತಿಯಿಂದ ದ್ರವ ರೂಪದ ರಸಗೊಬ್ಬರಗಳ ಉಪಯೋಗ, ಡ್ರೋನ್ ಮೂಲಕ ನ್ಯಾನೋ ಯೂರಿಯಾ, ಡಿಎಪಿ ರಸಗೊಬ್ಬರ ಸಿಂಪಡಣೆ ಪ್ರಾತ್ಯಕ್ಷಿಕೆಯಲ್ಲಿ ಅವರು ಮಾತನಾಡಿದರು. <box>81 447 305 564</box>
story1-photo-banner: ಕೃಷಿ ಇಲಾಖೆ <box>516 238 571 254</box>
story1-tag: #ಅಮೃತವಾಣಿ.ಇನ್ <box>82 223 187 240</box>
page-number: 3 <box>1428 49 1486 108</box>
story3-para1: ಹುಳಿಯಾರು ಸೆ.01:- ಚಿಕ್ಕನಾಯಕನಹಳ್ಳಿಯಲ್ಲಿ ನಡೆದ ಹುಳಿಯಾರು ಬಿ ಹೋಬಳಿ ಮಟ್ಟದ ಜಿಎಚ್‍ಪಿಎಸ್ ಶಾಲಾ ಕ್ರೀಡಾಕೂಟದಲ್ಲಿ ದಸೂಡಿ ಶಾಲೆಯ ವಿದ್ಯಾರ್ಥಿಗಳು ಉತ್ತಮ ಸಾಧನೆ ಮಾಡಿದ್ದಾರೆ. <box>1042 337 1257 435</box>
story6-para3: "ಕರ್ನಾಟಕ ದಮನಿತ ಹಿಂದುಳಿದ ಸಮುದಾಯಗಳ ಸಂಘಟನೆ, 'ಕರ್ನಾಟಕ ಸರ್ವ ಸಮುದಾಯಗಳ ಸಾಮಾಜಿಕ ನ್ಯಾಯ ಸಂರಕ್ಷಣಾ ಅಭಿಯಾನ'ದ ಸಹಯೋಗದಲ್ಲಿ 'ಜಾಗೃತ ಕರ್ನಾಟಕ' ರಾಜಕೀಯ ಸಂಘಟನೆಯು ಬೆಂಗಳೂರಿನ ಗಾಂಧಿಭವನದಲ್ಲಿ ಇಂದು (ಶನಿವಾರ) ಹಮ್ಮಿಕೊಂಡಿದ್ದ 'ಕರ್ನಾಟಕ ಸಾಮಾಜಿಕ ಮತ್ತು ಶೈಕ್ಷಣಿಕ ಸಮೀಕ್ಷೆ-2: ಈಡೇರುವುದೇ ಸರ್ವ ಸಮುದಾಯಗಳ ನಿರೀಕ್ಷೆ' ವಿಚಾರಸಂಕಿರಣದ 'ಜಾತಿ ಸಮೀಕ್ಷೆ ಸಮರ್ಪಕವಾಗಿ ನಡೆಯಲು ಏನು ಮಾಡಬೇಕು?' ಎಂಬ ವಿಷಯದ ಗೋಷ್ಠಿಯಲ್ಲಿ ಅವರು ಮಾತನಾಡಿದರು. ಪಟ್ಟಿಯಲ್ಲಿ ಜಾತಿಗಳನ್ನು ಬಿಟ್ಟಿರುವ ಅದನ್ನು ಮತ್ತೆ ಪ್ರಕ್ಷೇಪವಾಗಿ ಬರೆದುಕೊಂಡು ಬರಬೇಕಾಗುತ್ತದೆ. ಅದಕ್ಕೊಂದು ಕೋಡ್ ನಂಬರ್ ಕೊಟ್ಟರೆ ಸಮಸ್ಯೆಯೇ ಇಲ್ಲವಾಗುತ್ತದೆ. ತಮ್ಮ ಅನುಕೂಲಕ್ಕಾಗಿ ವರ್ಣಮಾಲೆ ಕ್ರಮದಲ್ಲಿ (alphabetical order) ಜಾತಿಗಳನ್ನು ಪಟ್ಟಿ ಮಾಡಲಾಗಿದೆ. ಹೀಗಾಗಿ ಜಾತಿಗಳು ಎಲ್ಲೆಲ್ಲೋ ಚದುರಿ ಹೋಗಿರುವುದನ್ನು ಕಾಣುತ್ತೇವೆ. <box>314 1629 538 2029</box>
story1-photo <box>314 218 778 429</box>
story4-headline: ಗಣಪತಿ ನಮ್ಮ ಧಾರ್ಮಿಕ ರಾಷ್ಟ್ರನಾಯಕ ಡಾ. ಶ್ರೀ ಶಿವಾನಂದ <box>82 926 777 965</box>
story4-tag: #ಅಮೃತವಾಣಿ.ಇನ್ <box>82 971 187 989</box>
story6-tag: #ಅಮೃತವಾಣಿ.ಇನ್ <box>82 1626 187 1644</box>
story3-para2: ಗಂಡು ಮಕ್ಕಳ ಕಬಡ್ಡಿ ಪ್ರಥಮ, ಗಂಡು ಮಕ್ಕಳ ಖೋ ಖೋ ದ್ವಿತೀಯ, ಗಂಡು ಮಕ್ಕಳ ವಾಲಿಬಾಲ್ ದ್ವಿತೀಯ, ಗಂಡು ಮಕ್ಕಳ ರಿಲೇ ದ್ವಿತೀಯ, 100 ಮೀಟರ್ ಓಟದಲ್ಲಿ ಕ್ರೀಡಾಪಟು ಪ್ರಥಮ ಸ್ಥಾನ ಪಡೆದಿದ್ದಾರೆ. ಹೆಣ್ಣು ಮಕ್ಕಳ ವಿಭಾಗದಲ್ಲಿ 100 ಮೀಟರ್ ಓಟದಲ್ಲಿ ಶಿಲ್ಪ ಪ್ರಥಮ, ಗೀತಾಂಜಲಿ ದ್ವಿತೀಯ, ಎತ್ತರ ಜಿಗಿತದಲ್ಲಿ ಅಮೃತ ದ್ವಿತೀಯ, ರಿಲೇ ತೃತೀಯ ಬಹುಮಾನ ಪಡೆದಿದ್ದಾರೆ. ಶಾಲೆಗೆ ಕೀರ್ತಿ ತಂದ ವಿದ್ಯಾರ್ಥಿಗಳಿಗೆ ಅಭಿನಂದನಾ ಸಮಾರಂಭದಲ್ಲಿ ಭಾಗವಹಿಸಿದ್ದ ಗ್ರಾಮ ಪಂಚಾಯಿತಿ ನಾಗರಾಜ್ ಮಾತನಾಡಿ ಹೆಚ್ಚಿನ ಮೊಬೈಲ್ ಬಳಕೆಯಿಂದ ಮಕ್ಕಳ ಆರೋಗ್ಯದ ಮೇಲೆ <box>1042 445 1257 703</box>
story4-para4: ಪಾರ್ವತಿ ಗಣಪತಿಗೆ "ಅಧಿಪತಿ", "ಅಧಿಪತಿ" ಗೌರವ ಸಿಕ್ಕುವಂತೆ ಮಾಡುತ್ತಾಳೆ. ಸ್ವಾನ-ಪಾನ ಇದ್ದರೆ ಯಾರೂ ಸಹ ತಾವು ಬಯಸಿದ್ದನ್ನು ಪಡೆಯಬಹುದು. ಗಣಪತಿಯ ಅವತಾರಗಳನ್ನು ಧರಿಸಿದರೆ ಸಂತೋಷದಿಂದ ಬದುಕಬಹುದು ಎಂದು ಹೇಳಿದರು. ಸಮಾರಂಭದಲ್ಲಿ ಹಿಂದೂ ಜಾಗರಣೆ ವೇದಿಕೆಯ ಪದಾಧಿಕಾರಿಗಳು, ಸಮಿತಿಯ ಗೌರವಾಧ್ಯಕ್ಷ ಶ್ರೀ ವೃಷಭೇಂದ್ರಪ್ಪನವರು ಹಾಗೂ ಸಮಿತಿಯ ಎಲ್ಲ ಪದಾಧಿಕಾರಿಗಳು ಇದ್ದರು. <box>549 1265 773 1443</box>
story4-col3 <box>549 1263 773 1540</box>
story4-top-rule <box>81 918 783 920</box>
story1-headline-line1: ರೈತರು ನ್ಯಾನೋ ಯೂರಿಯಾ ಬಳಸಿದರೆ ಸಮಯ, <box>96 110 763 158</box>
promo-line1: ಅಮೃತವಾಣಿಗೆ <box>1304 1431 1448 1468</box>
story2-body <box>800 175 1028 818</box>
promo-line2: ಚಂದದರರಾಗಿ <box>1307 1479 1445 1516</box>
header-bottom-rule <box>82 97 1422 99</box>
